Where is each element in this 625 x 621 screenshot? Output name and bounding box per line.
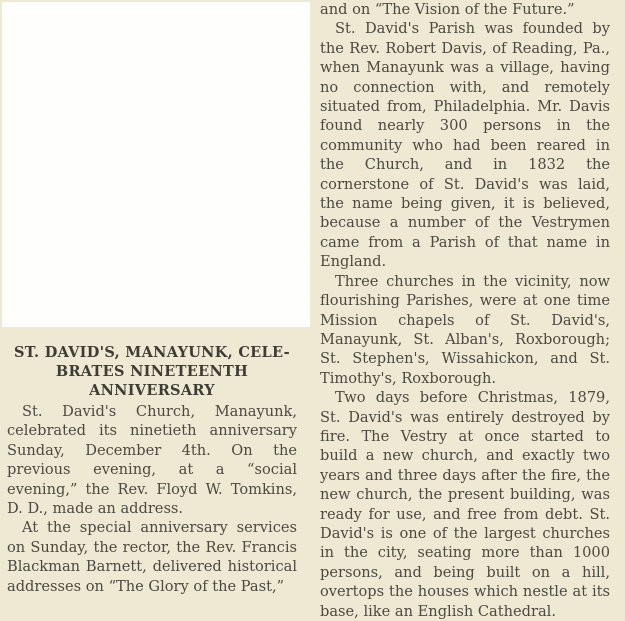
article-headline: ST. DAVID'S, MANAYUNK, CELE-BRATES NINETEENTH ANNIVERSARY (14, 344, 290, 399)
paragraph-continuation: and on “The Vision of the Future.” (320, 1, 575, 18)
paragraph: Two days before Christmas, 1879, St. David's was entirely destroyed by fire. The Vestry at once started to build a new church, and exactly two years and three days after the fire, the new church, the present building, was ready for use, and free from debt. St. David's is one of the largest churches in the city, seating more than 1000 persons, and being built on a hill, overtops the houses which nestle at its base, like an English Cathedral. (320, 389, 610, 620)
blank-image-area (2, 2, 310, 327)
paragraph: St. David's Parish was founded by the Rev. Robert Davis, of Reading, Pa., when Manayunk was a village, having no connection with, and remotely situated from, Philadelphia. Mr. Davis found nearly 300 persons in the community who had been reared in the Church, and in 1832 the cornerstone of St. David's was laid, the name being given, it is believed, because a number of the Vestrymen came from a Parish of that name in England. (320, 20, 610, 271)
right-column (320, 0, 610, 621)
left-column (7, 343, 297, 596)
paragraph: At the special anniversary services on Sunday, the rector, the Rev. Francis Blackman Barnett, delivered historical addresses on “The Glory of the Past,” (7, 519, 297, 595)
paragraph: Three churches in the vicinity, now flourishing Parishes, were at one time Mission chapels of St. David's, Manayunk, St. Alban's, Roxborough; St. Stephen's, Wissahickon, and St. Timothy's, Roxborough. (320, 272, 610, 387)
paragraph: St. David's Church, Manayunk, celebrated its ninetieth anniversary Sunday, December 4th. On the previous evening, at a “social evening,” the Rev. Floyd W. Tomkins, D. D., made an address. (7, 403, 297, 518)
